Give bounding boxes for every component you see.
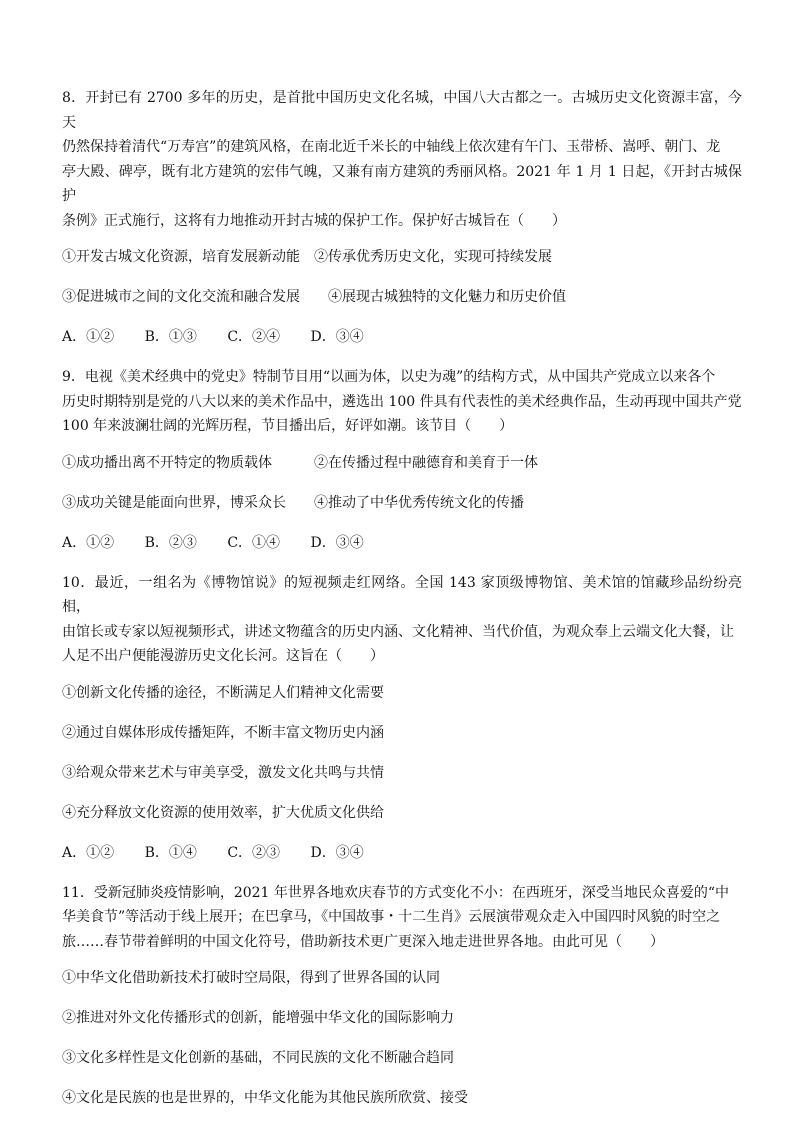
option-3: ③成功关键是能面向世界，博采众长 <box>62 494 286 511</box>
option-3: ③给观众带来艺术与审美享受，激发文化共鸣与共情 <box>62 764 384 781</box>
question-8-option-row-2 <box>62 287 742 307</box>
question-8 <box>62 86 742 347</box>
answer-b: B．①③ <box>144 329 197 345</box>
answer-b: B．②③ <box>144 534 197 551</box>
question-9-option-row-1 <box>62 453 742 473</box>
answer-c: C．②③ <box>227 844 281 861</box>
answer-c: C．①④ <box>227 534 281 551</box>
option-1: ①中华文化借助新技术打破时空局限，得到了世界各国的认同 <box>62 970 440 986</box>
option-2: ②在传播过程中融德育和美育于一体 <box>314 454 538 471</box>
question-9 <box>62 365 742 553</box>
question-9-option-row-2 <box>62 493 742 513</box>
answer-a: A．①② <box>62 329 115 345</box>
option-4: ④展现古城独特的文化魅力和历史价值 <box>328 289 566 305</box>
question-11 <box>62 881 742 1109</box>
question-8-option-row-1 <box>62 247 742 267</box>
answer-a: A．①② <box>62 534 115 551</box>
exam-page <box>62 86 742 1108</box>
option-4: ④充分释放文化资源的使用效率，扩大优质文化供给 <box>62 804 384 821</box>
question-8-stem: 8．开封已有 2700 多年的历史，是首批中国历史文化名城，中国八大古都之一。古城历史文化资源丰富，今天 仍然保持着清代“万寿宫”的建筑风格，在南北近千米长的中轴线上依次建有午门、玉带桥、嵩呼、朝门、龙 亭大殿、碑亭，既有北方建筑的宏伟气魄，又兼有南方建筑的秀丽风格。2021 年 1 月 1 日起，《开封古城保护 条例》正式施行，这将有力地推动开封古城的保护工作。保护好古城旨在（ ） <box>62 90 742 229</box>
answer-b: B．①④ <box>144 844 197 861</box>
answer-d: D．③④ <box>310 844 364 861</box>
option-1: ①开发古城文化资源，培育发展新动能 <box>62 249 300 265</box>
option-2: ②通过自媒体形成传播矩阵，不断丰富文物历史内涵 <box>62 724 384 741</box>
option-1: ①成功播出离不开特定的物质载体 <box>62 454 272 471</box>
answer-d: D．③④ <box>310 534 364 551</box>
question-10-stem: 10．最近，一组名为《博物馆说》的短视频走红网络。全国 143 家顶级博物馆、美术馆的馆藏珍品纷纷亮相， 由馆长或专家以短视频形式，讲述文物蕴含的历史内涵、文化精神、当代价值，为观众奉上云端文化大餐，让 人足不出户便能漫游历史文化长河。这旨在（ ） <box>62 574 742 664</box>
answer-c: C．②④ <box>227 329 281 345</box>
option-4: ④推动了中华优秀传统文化的传播 <box>314 494 524 511</box>
answer-a: A．①② <box>62 844 115 861</box>
option-2: ②传承优秀历史文化，实现可持续发展 <box>314 249 552 265</box>
question-9-stem: 9．电视《美术经典中的党史》特制节目用“以画为体，以史为魂”的结构方式，从中国共产党成立以来各个 历史时期特别是党的八大以来的美术作品中，遴选出 100 件具有代表性的美术经典作品，生动再现中国共产党 100 年来波澜壮阔的光辉历程，节目播出后，好评如潮。该节目（ ） <box>62 369 742 434</box>
option-3: ③促进城市之间的文化交流和融合发展 <box>62 289 300 305</box>
option-4: ④文化是民族的也是世界的，中华文化能为其他民族所欣赏、接受 <box>62 1090 468 1106</box>
option-2: ②推进对外文化传播形式的创新，能增强中华文化的国际影响力 <box>62 1010 454 1026</box>
question-9-answers <box>62 533 742 553</box>
question-11-stem: 11．受新冠肺炎疫情影响，2021 年世界各地欢庆春节的方式变化不小：在西班牙，深受当地民众喜爱的“中 华美食节”等活动于线上展开；在巴拿马，《中国故事・十二生肖》云展演带观众走入中国四时风貌的时空之 旅……春节带着鲜明的中国文化符号，借助新技术更广更深入地走进世界各地。由此可见（ ） <box>62 884 730 950</box>
answer-d: D．③④ <box>310 329 364 345</box>
option-3: ③文化多样性是文化创新的基础，不同民族的文化不断融合趋同 <box>62 1050 454 1066</box>
question-10 <box>62 571 742 863</box>
option-1: ①创新文化传播的途径，不断满足人们精神文化需要 <box>62 684 384 701</box>
question-10-answers <box>62 843 742 863</box>
question-8-answers <box>62 327 742 347</box>
